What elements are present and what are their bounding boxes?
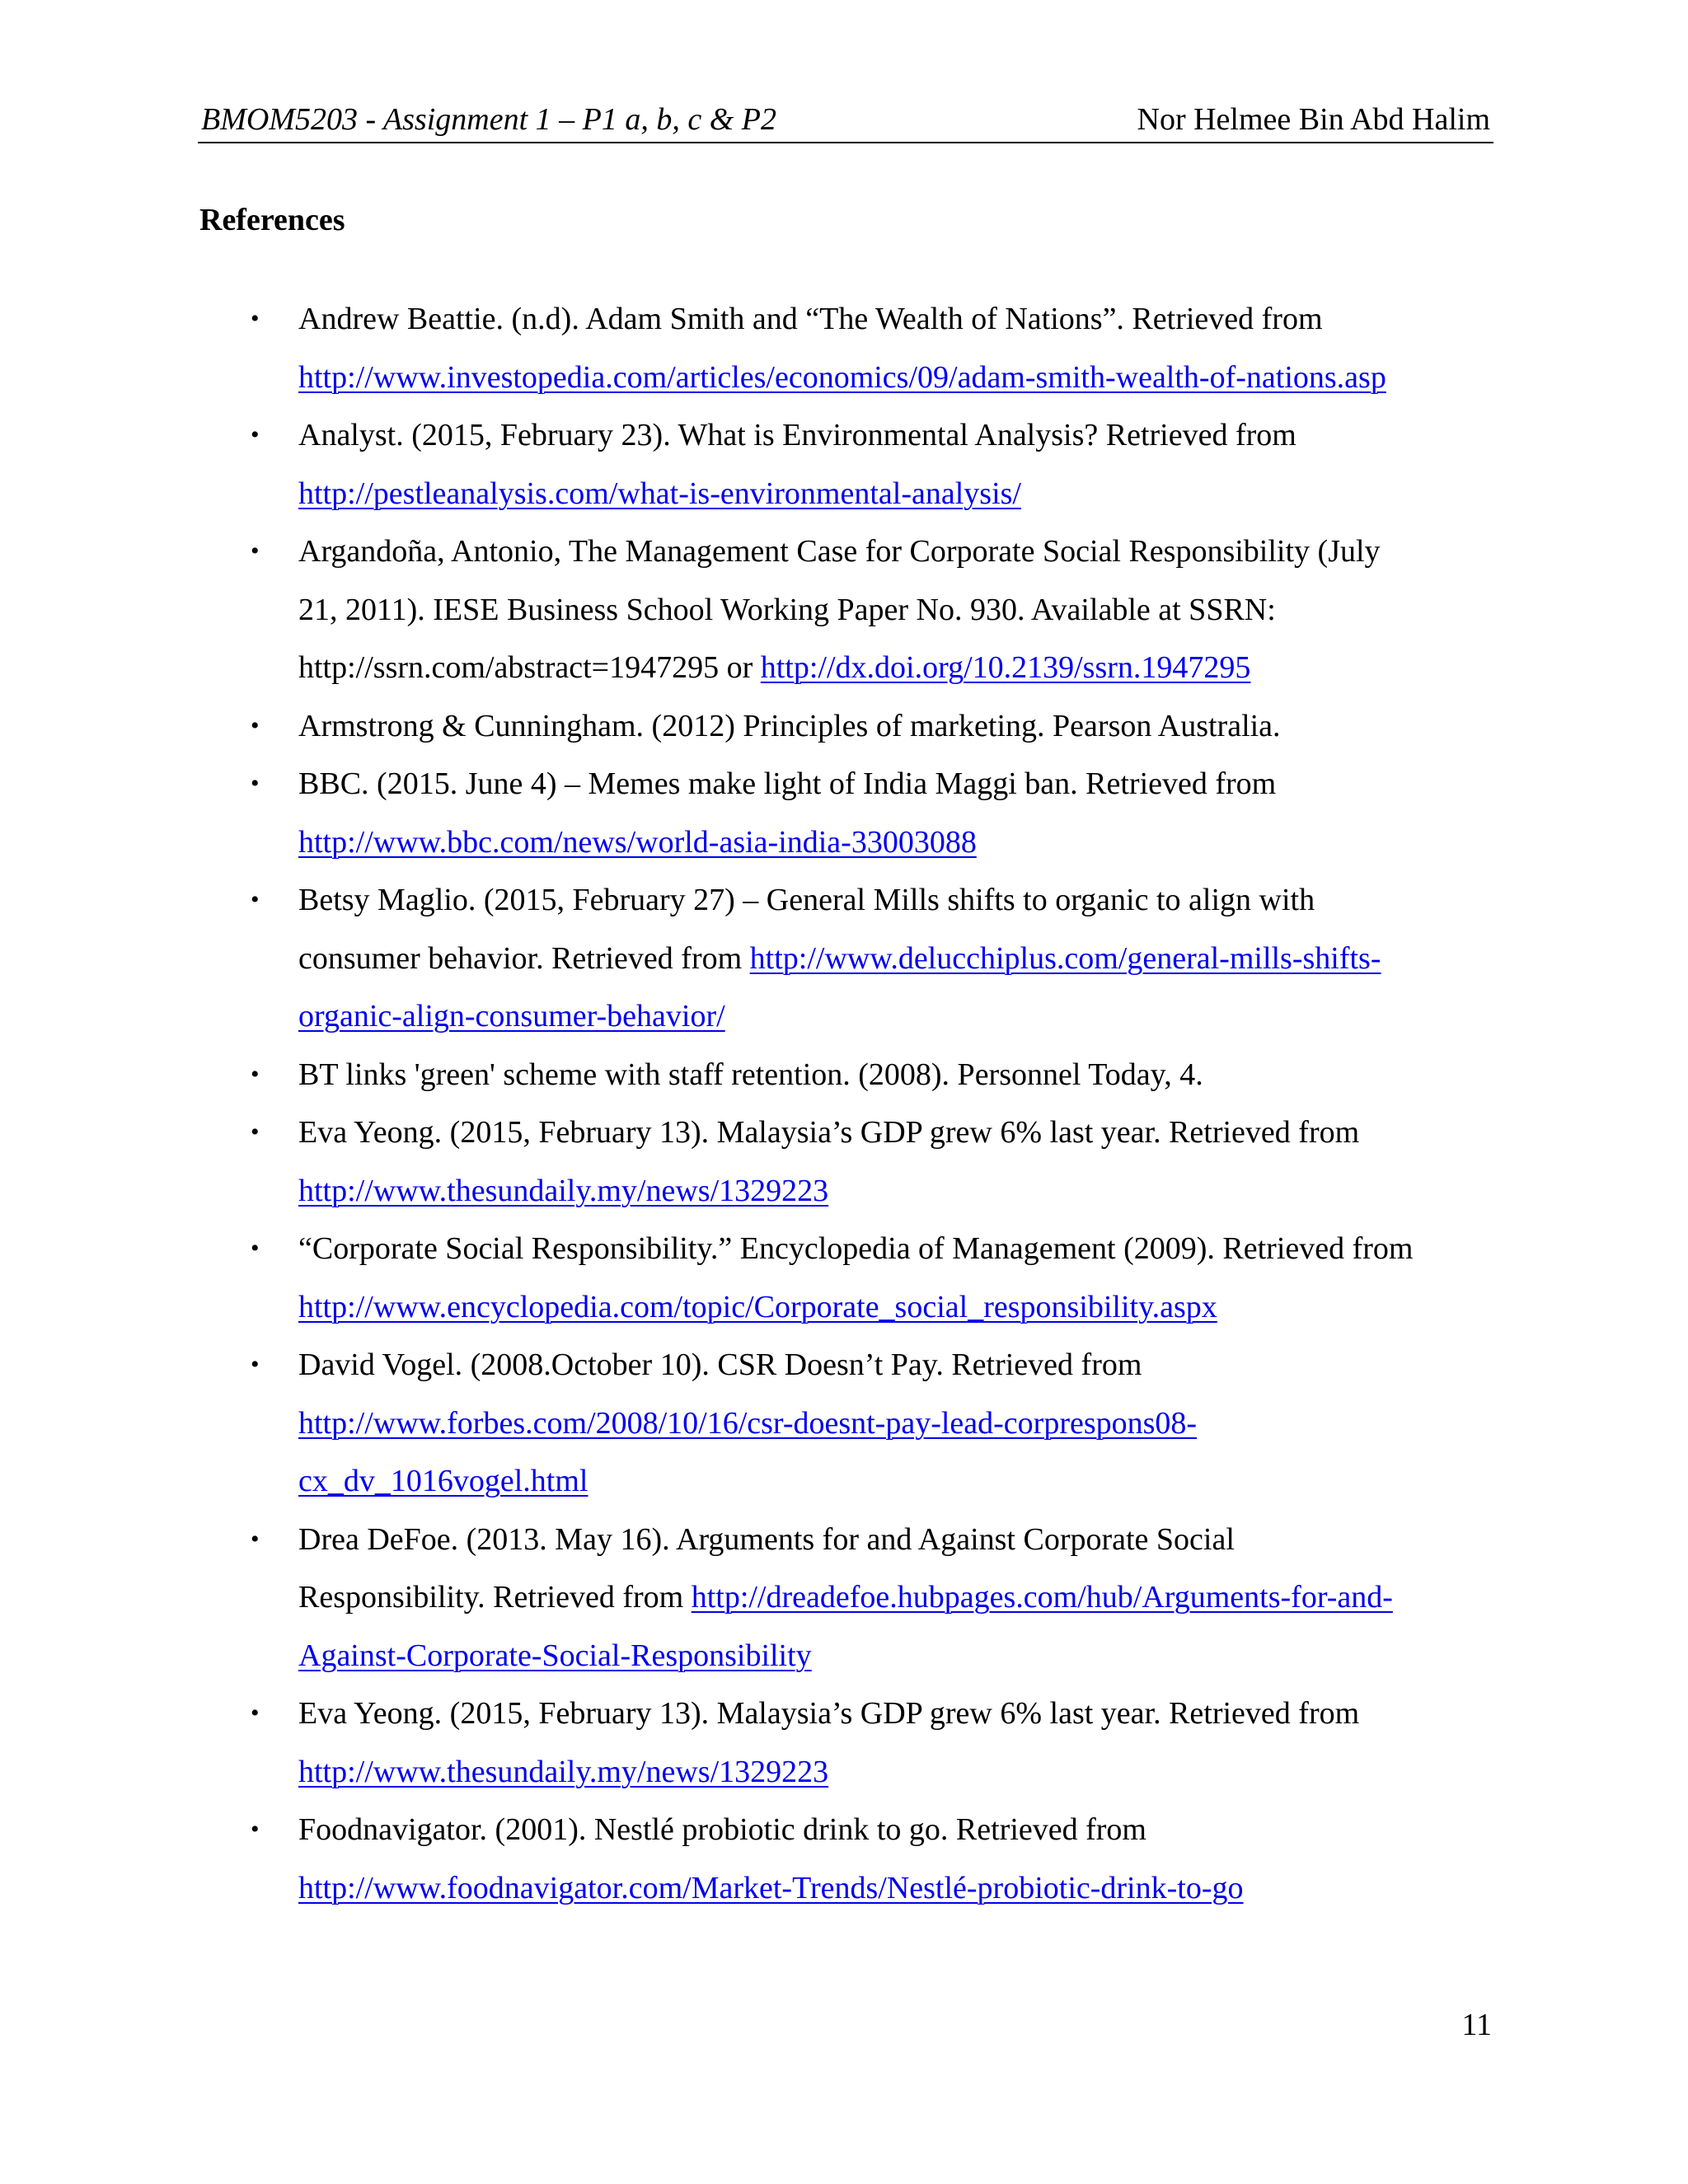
reference-item bbox=[199, 1336, 1493, 1511]
bullet-icon: • bbox=[251, 1118, 260, 1146]
bullet-icon: • bbox=[251, 305, 260, 332]
reference-line: Eva Yeong. (2015, February 13). Malaysia’s GDP grew 6% last year. Retrieved from bbox=[298, 1696, 1360, 1731]
reference-line: Analyst. (2015, February 23). What is Environmental Analysis? Retrieved from bbox=[298, 418, 1296, 452]
reference-item bbox=[199, 523, 1493, 697]
reference-line bbox=[298, 1452, 1493, 1511]
reference-line bbox=[298, 1743, 1493, 1802]
reference-link[interactable]: http://dreadefoe.hubpages.com/hub/Arguments-for-and- bbox=[691, 1580, 1393, 1615]
reference-link[interactable]: Against-Corporate-Social-Responsibility bbox=[298, 1638, 812, 1673]
reference-item bbox=[199, 1511, 1493, 1685]
reference-item bbox=[199, 755, 1493, 871]
bullet-icon: • bbox=[251, 1816, 260, 1843]
bullet-icon: • bbox=[251, 770, 260, 797]
bullet-icon: • bbox=[251, 1351, 260, 1378]
reference-link[interactable]: http://www.thesundaily.my/news/1329223 bbox=[298, 1173, 829, 1208]
page-header bbox=[198, 97, 1493, 143]
reference-text: http://ssrn.com/abstract=1947295 or bbox=[298, 650, 761, 685]
reference-line bbox=[298, 813, 1493, 872]
bullet-icon: • bbox=[251, 886, 260, 913]
bullet-icon: • bbox=[251, 1235, 260, 1262]
reference-line: 21, 2011). IESE Business School Working Paper No. 930. Available at SSRN: bbox=[298, 592, 1276, 627]
reference-line bbox=[298, 1278, 1493, 1337]
reference-item bbox=[199, 406, 1493, 523]
reference-line: Argandoña, Antonio, The Management Case for Corporate Social Responsibility (July bbox=[298, 534, 1381, 569]
reference-text: Responsibility. Retrieved from bbox=[298, 1580, 692, 1615]
reference-line: Andrew Beattie. (n.d). Adam Smith and “The Wealth of Nations”. Retrieved from bbox=[298, 302, 1323, 336]
reference-link[interactable]: organic-align-consumer-behavior/ bbox=[298, 999, 725, 1033]
reference-link[interactable]: http://www.foodnavigator.com/Market-Trends/Nestlé-probiotic-drink-to-go bbox=[298, 1870, 1244, 1905]
reference-item bbox=[199, 1220, 1493, 1336]
reference-item bbox=[199, 1801, 1493, 1917]
references-list bbox=[199, 290, 1493, 1917]
reference-link[interactable]: http://dx.doi.org/10.2139/ssrn.1947295 bbox=[760, 650, 1251, 685]
reference-item bbox=[199, 1046, 1493, 1104]
reference-link[interactable]: http://www.thesundaily.my/news/1329223 bbox=[298, 1754, 829, 1789]
reference-link[interactable]: http://www.investopedia.com/articles/economics/09/adam-smith-wealth-of-nations.asp bbox=[298, 359, 1386, 395]
reference-line bbox=[298, 349, 1493, 407]
header-course-title: BMOM5203 - Assignment 1 – P1 a, b, c & P2 bbox=[201, 102, 776, 137]
reference-line: David Vogel. (2008.October 10). CSR Doesn’t Pay. Retrieved from bbox=[298, 1347, 1142, 1382]
reference-line: Betsy Maglio. (2015, February 27) – General Mills shifts to organic to align with bbox=[298, 883, 1315, 917]
reference-line: “Corporate Social Responsibility.” Encyclopedia of Management (2009). Retrieved from bbox=[298, 1231, 1414, 1266]
bullet-icon: • bbox=[251, 421, 260, 448]
reference-link[interactable]: http://www.delucchiplus.com/general-mills-shifts- bbox=[749, 940, 1381, 976]
reference-line bbox=[298, 987, 1493, 1046]
reference-line bbox=[298, 1627, 1493, 1685]
reference-item bbox=[199, 1685, 1493, 1801]
reference-line: Drea DeFoe. (2013. May 16). Arguments for and Against Corporate Social bbox=[298, 1521, 1235, 1557]
reference-line bbox=[298, 1394, 1493, 1453]
reference-item bbox=[199, 1104, 1493, 1220]
reference-item bbox=[199, 697, 1493, 756]
reference-line: Eva Yeong. (2015, February 13). Malaysia’s GDP grew 6% last year. Retrieved from bbox=[298, 1115, 1360, 1150]
reference-line: BT links 'green' scheme with staff retention. (2008). Personnel Today, 4. bbox=[298, 1057, 1203, 1092]
reference-line bbox=[298, 1162, 1493, 1221]
reference-line: BBC. (2015. June 4) – Memes make light of India Maggi ban. Retrieved from bbox=[298, 766, 1277, 801]
header-author-name: Nor Helmee Bin Abd Halim bbox=[1137, 102, 1490, 137]
reference-line: Foodnavigator. (2001). Nestlé probiotic drink to go. Retrieved from bbox=[298, 1812, 1146, 1847]
reference-line bbox=[298, 639, 1493, 697]
reference-line bbox=[298, 930, 1493, 988]
reference-item bbox=[199, 871, 1493, 1046]
reference-link[interactable]: cx_dv_1016vogel.html bbox=[298, 1464, 588, 1498]
bullet-icon: • bbox=[251, 1060, 260, 1088]
reference-line: Armstrong & Cunningham. (2012) Principles of marketing. Pearson Australia. bbox=[298, 708, 1281, 743]
reference-line bbox=[298, 465, 1493, 523]
bullet-icon: • bbox=[251, 711, 260, 739]
reference-text: consumer behavior. Retrieved from bbox=[298, 940, 750, 976]
references-heading: References bbox=[199, 203, 345, 237]
bullet-icon: • bbox=[251, 1699, 260, 1727]
reference-link[interactable]: http://www.bbc.com/news/world-asia-india-33003088 bbox=[298, 824, 977, 860]
bullet-icon: • bbox=[251, 1525, 260, 1553]
reference-item bbox=[199, 290, 1493, 406]
page-number: 11 bbox=[1461, 2008, 1492, 2042]
reference-link[interactable]: http://pestleanalysis.com/what-is-environmental-analysis/ bbox=[298, 476, 1021, 511]
reference-line bbox=[298, 1568, 1493, 1627]
bullet-icon: • bbox=[251, 537, 260, 565]
reference-link[interactable]: http://www.encyclopedia.com/topic/Corporate_social_responsibility.aspx bbox=[298, 1289, 1217, 1324]
reference-line bbox=[298, 1859, 1493, 1918]
reference-link[interactable]: http://www.forbes.com/2008/10/16/csr-doesnt-pay-lead-corprespons08- bbox=[298, 1405, 1198, 1441]
